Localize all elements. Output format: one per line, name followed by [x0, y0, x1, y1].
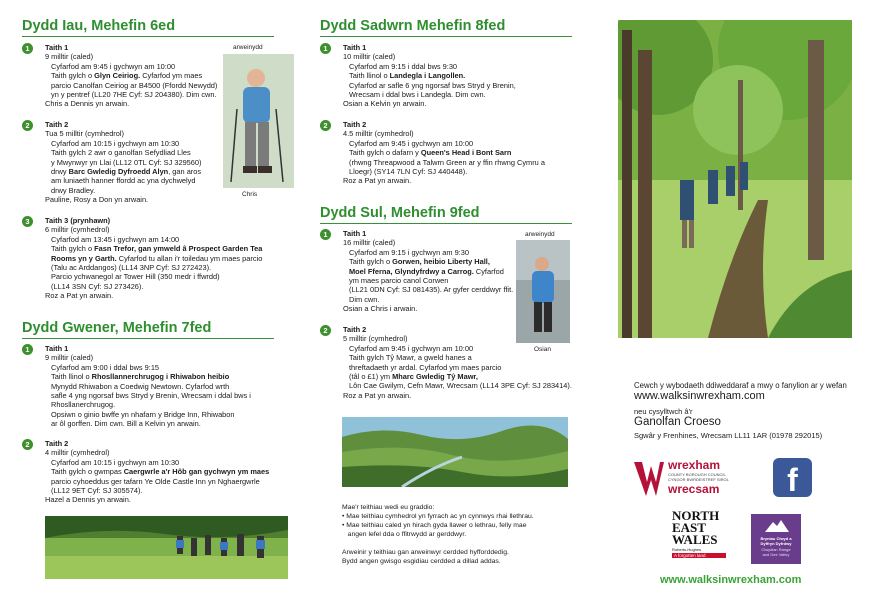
walk-detail-line: 16 milltir (caled): [343, 238, 396, 248]
logo-subtext: Bryniau Clwyd a: [760, 536, 792, 541]
guide-caption-label: arweinydd: [233, 44, 263, 51]
walk-detail-line: ym maes parcio canol Corwen: [349, 276, 449, 286]
tourist-centre-address: Sgwâr y Frenhines, Wrecsam LL11 1AR (01978 292015): [634, 431, 823, 440]
walk-detail-line: Cyfarfod am 9:45 i gychwyn am 10:00: [349, 138, 474, 148]
walk-detail-line: 5 milltir (cymhedrol): [343, 334, 408, 344]
walk-entry: [320, 120, 603, 186]
walk-detail-line: Roz a Pat yn arwain.: [45, 291, 114, 301]
tourist-centre-name: Ganolfan Croeso: [634, 416, 721, 428]
website-link[interactable]: www.walksinwrexham.com: [634, 390, 765, 402]
walk-detail-line: Roz a Pat yn arwain.: [343, 390, 412, 400]
walk-detail-line: Cyfarfod am 10:15 i gychwyn am 10:30: [51, 457, 180, 467]
logo-word-wales: WALES: [672, 532, 718, 547]
walk-entry: [22, 43, 245, 109]
walk-detail-line: Taith gylch o gwmpas Caergwrle a'r Hôb gan gychwyn ym maes: [51, 467, 270, 477]
walk-detail-line: 6 milltir (cymhedrol): [45, 225, 110, 235]
contact-or: neu cysylltwch â'r: [634, 407, 693, 416]
walk-detail-line: Taith gylch o Glyn Ceiriog. Cyfarfod ym maes: [51, 71, 203, 81]
walk-detail-line: (LL12 9ET Cyf: SJ 305574).: [51, 486, 143, 496]
walk-detail-line: (LL14 3SN Cyf: SJ 273426).: [51, 281, 144, 291]
wrexham-wordmark: wrexham: [668, 458, 721, 472]
walk-detail-line: Osian a Chris i arwain.: [343, 304, 418, 314]
walk-detail-line: Cyfarfod am 9:15 i ddal bws 9:30: [349, 61, 458, 71]
aonb-logo[interactable]: [751, 514, 801, 564]
walk-number-badge: 1: [320, 43, 331, 54]
walk-entry: [320, 43, 603, 109]
walk-detail-line: Taith gylch o dafarn y Queen's Head i Bont Sarn: [349, 148, 512, 158]
walk-title: Taith 2: [343, 325, 367, 334]
walkers-illustration: [45, 516, 288, 579]
guide-caption-name: Chris: [242, 191, 258, 198]
contact-intro: Cewch y wybodaeth ddiweddaraf a mwy o fanylion ar y wefan: [634, 381, 847, 390]
walk-title: Taith 1: [343, 229, 367, 238]
walk-detail-line: Cyfarfod am 9:45 i gychwyn am 10:00: [349, 343, 474, 353]
note-line: • Mae teithiau cymhedrol yn fyrrach ac yn cynnwys rhai llethrau.: [342, 513, 534, 520]
walk-number-badge: 2: [320, 325, 331, 336]
walk-detail-line: Taith llinol o Rhosllannerchrugog i Rhiwabon heibio: [51, 372, 230, 382]
walk-detail-line: 4.5 milltir (cymhedrol): [343, 129, 414, 139]
logo-subtext: Roberts-Hughes: [672, 547, 702, 552]
mountain-icon: [751, 516, 801, 536]
walk-detail-line: Osian a Kelvin yn arwain.: [343, 99, 427, 109]
walk-detail-line: Parcio ychwanegol ar Tower Hill (350 medr i ffwrdd): [51, 272, 220, 282]
walk-detail-line: yn y pentref (LL20 7HE Cyf: SJ 204380). Dim cwn.: [51, 90, 217, 100]
walk-detail-line: Tua 5 milltir (cymhedrol): [45, 129, 124, 139]
logo-word-east: EAST: [672, 520, 706, 535]
walk-detail-line: 9 milltir (caled): [45, 52, 94, 62]
walk-title: Taith 3 (prynhawn): [45, 216, 111, 225]
walk-detail-line: (Talu ac Arddangos) (LL14 3NP Cyf: SJ 272423).: [51, 263, 212, 273]
walk-title: Taith 2: [343, 120, 367, 129]
walk-detail-line: Cyfarfod am 10:15 i gychwyn am 10:30: [51, 138, 180, 148]
walk-number-badge: 1: [320, 229, 331, 240]
walk-detail-line: Hazel a Dennis yn arwain.: [45, 495, 131, 505]
note-line: Arweinir y teithiau gan arweinwyr cerdded hyfforddedig.: [342, 549, 509, 556]
walk-number-badge: 1: [22, 344, 33, 355]
walk-detail-line: Taith gylch o Gorwen, heibio Liberty Hall,: [349, 257, 490, 267]
walk-detail-line: (tâl o £1) ym Mharc Gwledig Tŷ Mawr,: [349, 372, 478, 382]
walk-detail-line: parcio cyhoeddus ger tafarn Ye Olde Castle Inn yn Nghaergwrle: [51, 476, 260, 486]
walk-detail-line: Cyfarfod am 9:45 i gychwyn am 10:00: [51, 61, 176, 71]
walk-detail-line: Dim cwn.: [349, 294, 380, 304]
walk-entry: [320, 229, 543, 314]
logo-tagline: A forgotten land: [672, 553, 726, 558]
walk-number-badge: 3: [22, 216, 33, 227]
walk-detail-line: Roz a Pat yn arwain.: [343, 176, 412, 186]
note-line: Mae'r teithiau wedi eu graddio:: [342, 504, 435, 511]
walk-detail-line: Rhosllanerchrugog.: [51, 400, 116, 410]
day-heading-saturday: Dydd Sadwrn Mehefin 8fed: [320, 18, 572, 37]
day-heading-thursday: Dydd Iau, Mehefin 6ed: [22, 18, 274, 37]
walk-detail-line: Pauline, Rosy a Don yn arwain.: [45, 195, 149, 205]
valley-illustration: [342, 417, 568, 487]
walk-detail-line: Cyfarfod am 9:15 i gychwyn am 9:30: [349, 247, 469, 257]
walk-detail-line: threftadaeth yr ardal. Cyfarfod ym maes parcio: [349, 362, 502, 372]
valley-landscape-photo: [342, 417, 568, 487]
walk-detail-line: parcio Canolfan Ceiriog ar B4500 (Ffordd Newydd): [51, 80, 218, 90]
walk-title: Taith 2: [45, 120, 69, 129]
walk-detail-line: y Mwynwyr yn Llai (LL12 0TL Cyf: SJ 329560): [51, 157, 202, 167]
walk-entry: [22, 344, 305, 429]
walk-detail-line: drwy Bradley.: [51, 185, 96, 195]
walk-number-badge: 2: [320, 120, 331, 131]
walk-number-badge: 1: [22, 43, 33, 54]
walk-detail-line: 10 milltir (caled): [343, 52, 396, 62]
walk-detail-line: Cyfarfod am 9:00 i ddal bws 9:15: [51, 362, 160, 372]
walk-detail-line: 4 milltir (cymhedrol): [45, 448, 110, 458]
facebook-icon[interactable]: [773, 458, 812, 497]
north-east-wales-logo[interactable]: [672, 510, 732, 566]
walk-detail-line: Taith llinol o Landegla i Langollen.: [349, 71, 466, 81]
walk-detail-line: Taith gylch 2 awr o ganolfan Sefydliad Lles: [51, 148, 191, 158]
note-line: Bydd angen gwisgo esgidiau cerdded a dillad addas.: [342, 558, 501, 565]
wrexham-council-logo[interactable]: [634, 458, 746, 500]
walk-detail-line: Taith gylch o Fasn Trefor, gan ymweld â Prospect Garden Tea: [51, 244, 263, 254]
walk-detail-line: Wrecsam i ddal bws i Landegla. Dim cwn.: [349, 90, 486, 100]
wrecsam-wordmark: wrecsam: [668, 482, 720, 496]
note-line: • Mae teithiau caled yn hirach gyda llawer o lethrau, felly mae: [342, 522, 527, 529]
logo-subtext: Dyffryn Dyfrdwy: [760, 541, 792, 546]
walk-detail-line: ar ôl gorffen. Dim cwn. Bill a Kelvin yn arwain.: [51, 419, 201, 429]
note-line: [342, 539, 602, 548]
walk-detail-line: (LL21 0DN Cyf: SJ 081435). Ar gyfer cerddwyr ffit.: [349, 285, 514, 295]
day-heading-sunday: Dydd Sul, Mehefin 9fed: [320, 205, 572, 224]
walk-detail-line: Mynydd Rhiwabon a Coedwig Newtown. Cyfarfod wrth: [51, 381, 230, 391]
walk-grading-notes: [342, 503, 602, 566]
walk-detail-line: am luniaeth hanner ffordd ac yna dychwelyd: [51, 176, 196, 186]
logo-subtext: CYNGOR BWRDEISTREF SIROL: [668, 477, 729, 482]
walk-title: Taith 2: [45, 439, 69, 448]
walk-detail-line: (rhwng Threapwood a Talwrn Green ar y ffin rhwng Cymru a: [349, 157, 545, 167]
walk-detail-line: Rooms yn y Garth. Cyfarfod tu allan i'r toiledau ym maes parcio: [51, 253, 263, 263]
logo-word-north: NORTH: [672, 508, 720, 523]
logo-subtext: and Dee Valley: [762, 552, 790, 557]
walk-number-badge: 2: [22, 439, 33, 450]
walk-title: Taith 1: [343, 43, 367, 52]
logo-subtext: Clwydian Range: [761, 547, 791, 552]
walk-detail-line: Chris a Dennis yn arwain.: [45, 99, 130, 109]
footer-website-link[interactable]: www.walksinwrexham.com: [660, 574, 802, 586]
walk-detail-line: safle 4 yng ngorsaf bws Stryd y Brenin, Wrecsam i ddal bws i: [51, 391, 251, 401]
walk-detail-line: drwy Barc Gwledig Dyfroedd Alyn, gan aros: [51, 167, 202, 177]
walk-entry: [22, 120, 245, 205]
walk-detail-line: Lôn Cae Gwilym, Cefn Mawr, Wrecsam (LL14 3PE Cyf: SJ 283414).: [349, 381, 572, 391]
walk-title: Taith 1: [45, 43, 69, 52]
walk-detail-line: Cyfarfod am 13:45 i gychwyn am 14:00: [51, 234, 180, 244]
walk-detail-line: 9 milltir (caled): [45, 353, 94, 363]
walk-detail-line: Lloegr) (SY14 7LN Cyf: SJ 440448).: [349, 167, 468, 177]
walk-detail-line: Taith gylch Tŷ Mawr, a gweld hanes a: [349, 353, 472, 363]
walk-detail-line: Cyfarfod ar safle 6 yng ngorsaf bws Stryd y Brenin,: [349, 80, 516, 90]
woodland-illustration: [618, 20, 852, 338]
wrexham-w-icon: [634, 458, 664, 500]
woodland-walkers-photo: [618, 20, 852, 338]
walk-entry: [22, 439, 305, 505]
guide-caption-name: Osian: [534, 346, 551, 353]
day-heading-friday: Dydd Gwener, Mehefin 7fed: [22, 320, 274, 339]
walk-title: Taith 1: [45, 344, 69, 353]
guide-caption-label: arweinydd: [525, 231, 555, 238]
walk-entry: [320, 325, 603, 400]
facebook-glyph: f: [787, 462, 798, 498]
walkers-group-photo: [45, 516, 288, 579]
logo-subtext: COUNTY BOROUGH COUNCIL: [668, 472, 726, 477]
note-line: angen lefel dda o ffitrwydd ar gerddwyr.: [342, 531, 467, 538]
walk-detail-line: Opsiwn o ginio bwffe yn nhafarn y Bridge Inn, Rhiwabon: [51, 409, 235, 419]
walk-entry: [22, 216, 305, 301]
walk-number-badge: 2: [22, 120, 33, 131]
walk-detail-line: Moel Fferna, Glyndyfrdwy a Carrog. Cyfarfod: [349, 266, 504, 276]
